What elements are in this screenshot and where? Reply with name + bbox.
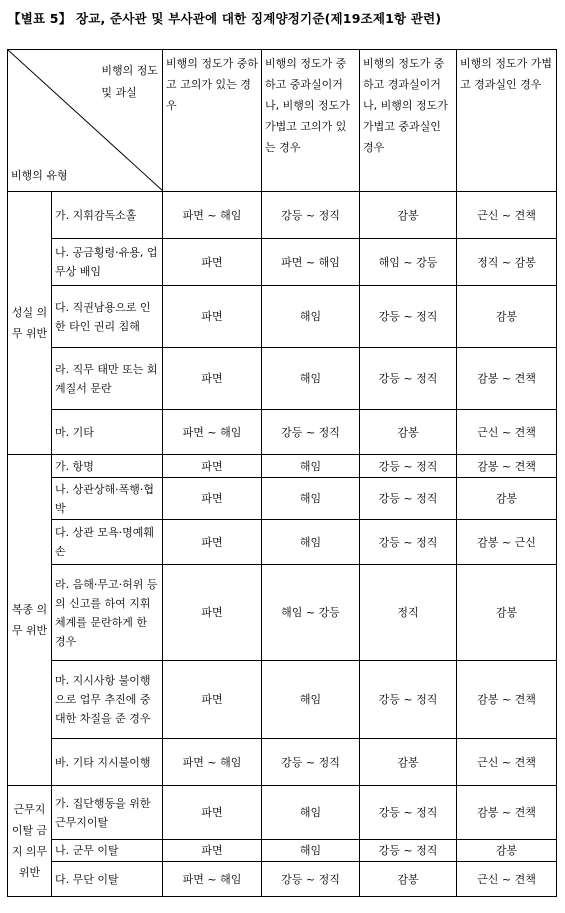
category-cell: 복종 의무 위반: [8, 455, 52, 786]
penalty-cell: 해임: [262, 786, 360, 840]
penalty-cell: 강등 ~ 정직: [360, 286, 457, 348]
penalty-cell: 해임: [262, 478, 360, 520]
penalty-cell: 해임 ~ 강등: [262, 565, 360, 661]
corner-top-line2: 및 과실: [101, 86, 137, 99]
penalty-cell: 파면 ~ 해임: [163, 410, 262, 455]
penalty-cell: 감봉: [457, 286, 557, 348]
penalty-cell: 감봉: [457, 840, 557, 862]
violation-type: 가. 지휘감독소홀: [52, 192, 163, 239]
penalty-cell: 파면 ~ 해임: [163, 862, 262, 897]
violation-type: 다. 무단 이탈: [52, 862, 163, 897]
penalty-cell: 근신 ~ 견책: [457, 739, 557, 786]
penalty-cell: 파면: [163, 840, 262, 862]
corner-bottom-label: 비행의 유형: [11, 169, 68, 182]
penalty-cell: 감봉 ~ 근신: [457, 520, 557, 565]
column-header: 비행의 정도가 중하고 중과실이거나, 비행의 정도가 가볍고 고의가 있는 경우: [262, 50, 360, 192]
penalty-cell: 파면: [163, 478, 262, 520]
corner-header-cell: [8, 50, 163, 192]
violation-type: 가. 항명: [52, 455, 163, 478]
penalty-cell: 근신 ~ 견책: [457, 192, 557, 239]
column-header: 비행의 정도가 중하고 경과실이거나, 비행의 정도가 가볍고 중과실인 경우: [360, 50, 457, 192]
penalty-cell: 정직 ~ 감봉: [457, 239, 557, 286]
table-row: [8, 239, 557, 286]
violation-type: 다. 상관 모욕·명예훼손: [52, 520, 163, 565]
penalty-cell: 강등 ~ 정직: [360, 786, 457, 840]
penalty-cell: 근신 ~ 견책: [457, 410, 557, 455]
violation-type: 다. 직권남용으로 인한 타인 권리 침해: [52, 286, 163, 348]
violation-type: 나. 공금횡령·유용, 업무상 배임: [52, 239, 163, 286]
table-row: [8, 520, 557, 565]
penalty-cell: 감봉: [360, 410, 457, 455]
penalty-cell: 해임 ~ 강등: [360, 239, 457, 286]
column-header: 비행의 정도가 가볍고 경과실인 경우: [457, 50, 557, 192]
table-row: [8, 410, 557, 455]
header-row: [8, 50, 557, 192]
penalty-cell: 파면: [163, 520, 262, 565]
penalty-cell: 강등 ~ 정직: [262, 739, 360, 786]
table-row: [8, 348, 557, 410]
category-cell: 성실 의무 위반: [8, 192, 52, 455]
violation-type: 마. 기타: [52, 410, 163, 455]
violation-type: 라. 직무 태만 또는 회계질서 문란: [52, 348, 163, 410]
violation-type: 마. 지시사항 불이행으로 업무 추진에 중대한 차질을 준 경우: [52, 661, 163, 739]
violation-type: 나. 상관상해·폭행·협박: [52, 478, 163, 520]
penalty-cell: 파면 ~ 해임: [163, 739, 262, 786]
penalty-cell: 파면: [163, 786, 262, 840]
violation-type: 라. 음해·무고·허위 등의 신고를 하여 지휘체계를 문란하게 한 경우: [52, 565, 163, 661]
penalty-cell: 감봉: [457, 565, 557, 661]
column-header: 비행의 정도가 중하고 고의가 있는 경우: [163, 50, 262, 192]
penalty-cell: 해임: [262, 661, 360, 739]
penalty-cell: 감봉: [360, 192, 457, 239]
table-row: [8, 840, 557, 862]
penalty-cell: 감봉 ~ 견책: [457, 661, 557, 739]
penalty-cell: 해임: [262, 840, 360, 862]
penalty-cell: 파면 ~ 해임: [163, 192, 262, 239]
penalty-cell: 강등 ~ 정직: [360, 348, 457, 410]
table-row: [8, 661, 557, 739]
penalty-cell: 정직: [360, 565, 457, 661]
category-cell: 근무지 이탈 금지 의무 위반: [8, 786, 52, 897]
table-row: [8, 786, 557, 840]
table-row: [8, 565, 557, 661]
penalty-cell: 강등 ~ 정직: [360, 520, 457, 565]
penalty-cell: 파면: [163, 286, 262, 348]
penalty-cell: 강등 ~ 정직: [262, 410, 360, 455]
penalty-cell: 파면: [163, 565, 262, 661]
table-row: [8, 739, 557, 786]
table-row: [8, 286, 557, 348]
corner-top-line1: 비행의 정도: [101, 64, 158, 77]
penalty-cell: 해임: [262, 286, 360, 348]
discipline-table: [7, 49, 557, 897]
penalty-cell: 파면: [163, 455, 262, 478]
penalty-cell: 파면: [163, 348, 262, 410]
penalty-cell: 파면: [163, 661, 262, 739]
penalty-cell: 강등 ~ 정직: [360, 840, 457, 862]
penalty-cell: 강등 ~ 정직: [360, 478, 457, 520]
penalty-cell: 감봉 ~ 견책: [457, 786, 557, 840]
penalty-cell: 파면: [163, 239, 262, 286]
penalty-cell: 감봉: [360, 862, 457, 897]
violation-type: 바. 기타 지시불이행: [52, 739, 163, 786]
penalty-cell: 강등 ~ 정직: [360, 455, 457, 478]
penalty-cell: 감봉: [360, 739, 457, 786]
penalty-cell: 해임: [262, 348, 360, 410]
penalty-cell: 감봉 ~ 견책: [457, 348, 557, 410]
table-row: [8, 862, 557, 897]
table-row: [8, 192, 557, 239]
table-row: [8, 478, 557, 520]
penalty-cell: 해임: [262, 455, 360, 478]
penalty-cell: 감봉 ~ 견책: [457, 455, 557, 478]
violation-type: 나. 군무 이탈: [52, 840, 163, 862]
penalty-cell: 파면 ~ 해임: [262, 239, 360, 286]
penalty-cell: 감봉: [457, 478, 557, 520]
table-title: 【별표 5】 장교, 준사관 및 부사관에 대한 징계양정기준(제19조제1항 관련): [8, 11, 442, 26]
penalty-cell: 강등 ~ 정직: [262, 862, 360, 897]
table-row: [8, 455, 557, 478]
penalty-cell: 강등 ~ 정직: [262, 192, 360, 239]
penalty-cell: 근신 ~ 견책: [457, 862, 557, 897]
penalty-cell: 강등 ~ 정직: [360, 661, 457, 739]
penalty-cell: 해임: [262, 520, 360, 565]
corner-top-label: [101, 60, 158, 104]
violation-type: 가. 집단행동을 위한 근무지이탈: [52, 786, 163, 840]
